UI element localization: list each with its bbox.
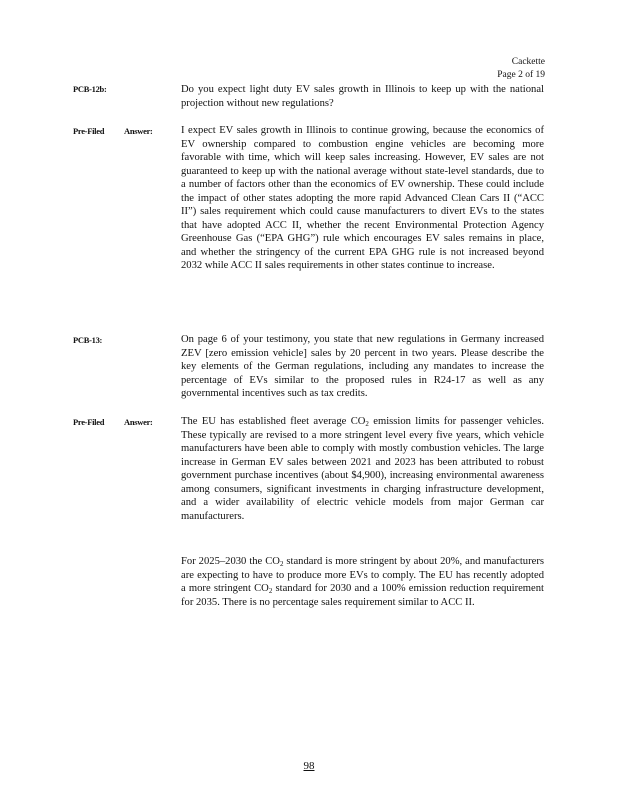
answer-label: Answer: (124, 417, 153, 427)
subscript: 2 (268, 587, 273, 595)
page-number: 98 (303, 760, 315, 772)
prefiled-label: Pre-Filed (73, 417, 105, 427)
subscript: 2 (365, 420, 369, 428)
author-name: Cackette (511, 57, 545, 67)
question-label: PCB-13: (73, 335, 103, 345)
page-footer (0, 760, 618, 772)
question-text: Do you expect light duty EV sales growth in Illinois to keep up with the national projection without new regulations? (181, 84, 544, 109)
question-label: PCB-12b: (73, 84, 107, 94)
answer-paragraph-2 (181, 555, 544, 609)
prefiled-label: Pre-Filed (73, 126, 105, 136)
answer-label: Answer: (124, 126, 153, 136)
page-indicator: Page 2 of 19 (497, 70, 545, 80)
page-header (497, 56, 545, 82)
answer-text-part: The EU has established fleet average CO (181, 416, 366, 427)
answer-text-part: standard for 2030 and a 100% emission reduction requirement for 2035. There is no percentage sales requirement similar to ACC II. (181, 583, 544, 608)
subscript: 2 (279, 560, 284, 568)
answer-text-part: For 2025–2030 the CO (181, 556, 280, 567)
answer-text-part: emission limits for passenger vehicles. These typically are revised to a more stringent level every five years, which vehicle manufacturers have been able to comply with mostly combustion vehicles. The large increase in German EV sales between 2021 and 2023 has been attributed to robust government purchase incentives (about $4,900), increasing environmental awareness among consumers, significant investments in charging infrastructure development, and a wider availability of electric vehicle models from major German car manufacturers. (181, 416, 545, 522)
question-text: On page 6 of your testimony, you state that new regulations in Germany increased ZEV [zero emission vehicle] sales by 20 percent in two years. Please describe the key elements of the German regulations, including any mandates to increase the percentage of EVs similar to the proposed rules in R24-17 as well as any governmental incentives such as tax credits. (181, 334, 544, 399)
answer-text-part: standard is more stringent by about 20%, and manufacturers are expecting to have to produce more EVs to comply. The EU has recently adopted a more stringent CO (181, 556, 544, 594)
answer-paragraph-1 (181, 415, 544, 523)
answer-text: I expect EV sales growth in Illinois to continue growing, because the economics of EV ownership compared to combustion engine vehicles are becoming more favorable with time, which will keep sales increasing. However, EV sales are not guaranteed to keep up with the national average without state-level standards, due to a number of factors other than the economics of EV ownership. These could include the impact of other states adopting the more rapid Advanced Clean Cars II (“ACC II”) sales requirement which could cause manufacturers to divert EVs to the states that have adopted ACC II, whether the recent Environmental Protection Agency Greenhouse Gas (“EPA GHG”) rule which encourages EV sales remains in place, and whether the stringency of the current EPA GHG rule is not increased beyond 2032 while ACC II sales requirements in other states continue to increase. (181, 125, 544, 271)
